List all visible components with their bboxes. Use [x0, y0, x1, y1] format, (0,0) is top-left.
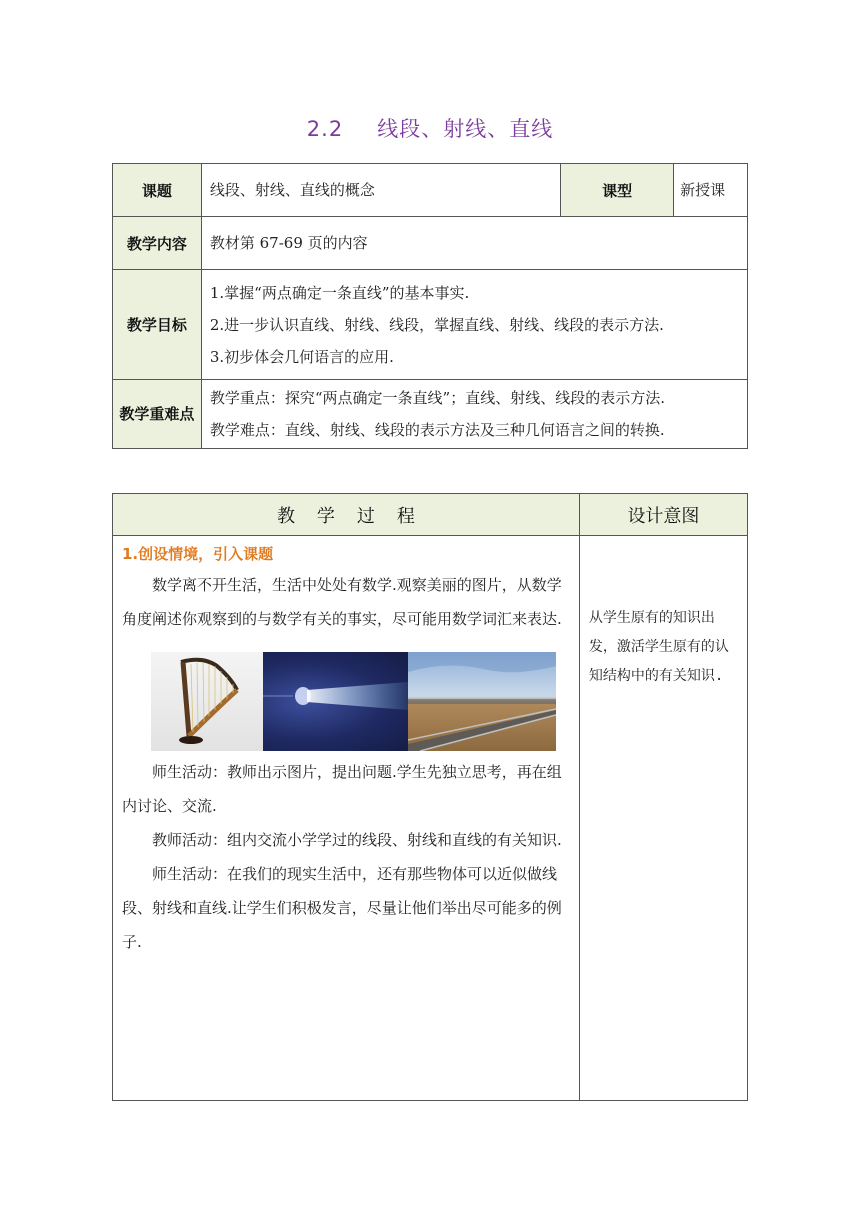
design-intent-cell	[579, 536, 747, 1101]
goal-item: 2.进一步认识直线、射线、线段，掌握直线、射线、线段的表示方法.	[209, 315, 664, 334]
intro-paragraph: 数学离不开生活，生活中处处有数学.观察美丽的图片，从数学角度阐述你观察到的与数学有关的事实，尽可能用数学词汇来表达.	[122, 576, 562, 628]
goal-item: 1.掌握“两点确定一条直线”的基本事实.	[209, 283, 470, 302]
process-header: 教学过程	[113, 494, 580, 536]
design-intent-text: 从学生原有的知识出发，激活学生原有的认知结构中的有关知识.	[588, 610, 729, 684]
harp-photo	[151, 652, 263, 751]
teaching-process-table	[112, 493, 748, 1101]
activity-paragraph: 师生活动：教师出示图片，提出问题.学生先独立思考，再在组内讨论、交流.	[122, 763, 562, 815]
page-title	[0, 113, 860, 143]
illustration-strip	[151, 652, 571, 751]
activity-paragraph: 教师活动：组内交流小学学过的线段、射线和直线的有关知识.	[152, 831, 562, 849]
railway-photo	[408, 652, 556, 751]
section-title: 线段、射线、直线	[377, 117, 554, 141]
lesson-info-table	[112, 163, 748, 449]
key-points-label: 教学重难点	[113, 380, 202, 449]
topic-label: 课题	[113, 164, 202, 217]
goals-label: 教学目标	[113, 270, 202, 380]
topic-value: 线段、射线、直线的概念	[201, 164, 560, 217]
design-header: 设计意图	[579, 494, 747, 536]
process-content	[113, 536, 580, 1101]
section-number: 2.2	[306, 117, 344, 141]
key-point-item: 教学难点：直线、射线、线段的表示方法及三种几何语言之间的转换.	[209, 421, 665, 439]
content-value: 教材第 67-69 页的内容	[201, 217, 747, 270]
key-points-cell	[201, 380, 747, 449]
type-label: 课型	[561, 164, 674, 217]
activity-paragraph: 师生活动：在我们的现实生活中，还有那些物体可以近似做线段、射线和直线.让学生们积极发言，尽量让他们举出尽可能多的例子.	[122, 865, 562, 951]
goals-cell	[201, 270, 747, 380]
section-heading: 1.创设情境，引入课题	[122, 545, 274, 563]
key-point-item: 教学重点：探究“两点确定一条直线”；直线、射线、线段的表示方法.	[209, 389, 665, 407]
content-label: 教学内容	[113, 217, 202, 270]
goal-item: 3.初步体会几何语言的应用.	[209, 347, 394, 366]
type-value: 新授课	[674, 164, 748, 217]
light-beam-photo	[263, 652, 408, 751]
